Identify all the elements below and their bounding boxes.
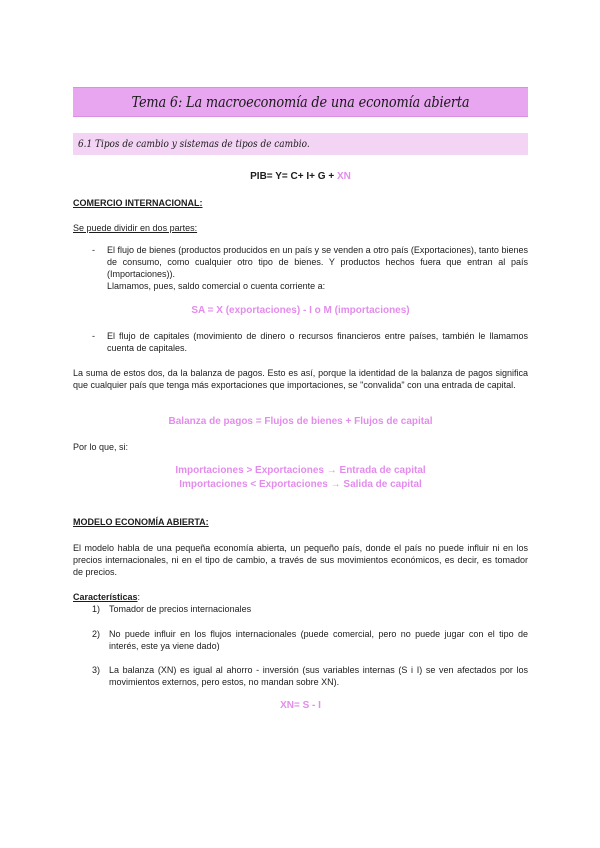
caracteristicas-label: Características: (73, 592, 141, 602)
modelo-intro: El modelo habla de una pequeña economía abierta, un pequeño país, donde el país no puede influir ni en los precios internacionales, ni en el tipo de cambio, a través de sus movimientos económicos, es decir, es tomador de precios. (73, 543, 528, 577)
item-number: 3) (92, 665, 101, 675)
comercio-intro: Se puede dividir en dos partes: (73, 223, 198, 233)
bullet-flujo-capitales: El flujo de capitales (movimiento de dinero o recursos financieros entre países, también le llamamos cuenta de capitales. (107, 331, 528, 353)
item-number: 1) (92, 604, 101, 614)
page-title: Tema 6: La macroeconomía de una economía abierta (131, 93, 470, 111)
balanza-paragraph: La suma de estos dos, da la balanza de pagos. Esto es así, porque la identidad de la balanza de pagos significa que cualquier país que tenga más exportaciones que importaciones, se "convalida" con una entrada de capital. (73, 368, 528, 390)
caracteristica-item: Tomador de precios internacionales (109, 604, 252, 614)
pib-formula-xn: XN (336, 171, 351, 182)
section-banner (73, 133, 528, 155)
caracteristica-item: La balanza (XN) es igual al ahorro - inversión (sus variables internas (S i I) se ven afectados por los movimientos externos, pero estos, no mandan sobre XN). (109, 665, 528, 687)
rule-salida-capital: Importaciones < Exportaciones → Salida de capital (179, 479, 422, 490)
por-lo-que: Por lo que, si: (73, 442, 129, 452)
balanza-formula: Balanza de pagos = Flujos de bienes + Flujos de capital (168, 416, 433, 427)
item-number: 2) (92, 629, 101, 639)
bullet-dash: - (92, 245, 95, 255)
title-banner (73, 87, 528, 117)
sa-formula: SA = X (exportaciones) - I o M (importaciones) (191, 305, 410, 316)
bullet-flujo-bienes: El flujo de bienes (productos producidos en un país y se venden a otro país (Exportaciones), tanto bienes de consumo, como cualquier otro tipo de bienes. Y productos hechos fuera que entran al país (Importaciones)). (107, 245, 528, 279)
rule-entrada-capital: Importaciones > Exportaciones → Entrada de capital (175, 465, 426, 476)
comercio-heading: COMERCIO INTERNACIONAL: (73, 198, 203, 208)
bullet-dash: - (92, 331, 95, 341)
xn-formula: XN= S - I (280, 700, 321, 711)
caracteristica-item: No puede influir en los flujos internacionales (puede comercial, pero no puede jugar con el tipo de interés, este ya viene dado) (109, 629, 528, 651)
modelo-heading: MODELO ECONOMÍA ABIERTA: (73, 517, 209, 527)
pib-formula (73, 171, 528, 182)
pib-formula-text: PIB= Y= C+ I+ G + (250, 171, 335, 182)
bullet-flujo-bienes-cont: Llamamos, pues, saldo comercial o cuenta corriente a: (107, 281, 326, 291)
section-title: 6.1 Tipos de cambio y sistemas de tipos de cambio. (78, 138, 310, 150)
